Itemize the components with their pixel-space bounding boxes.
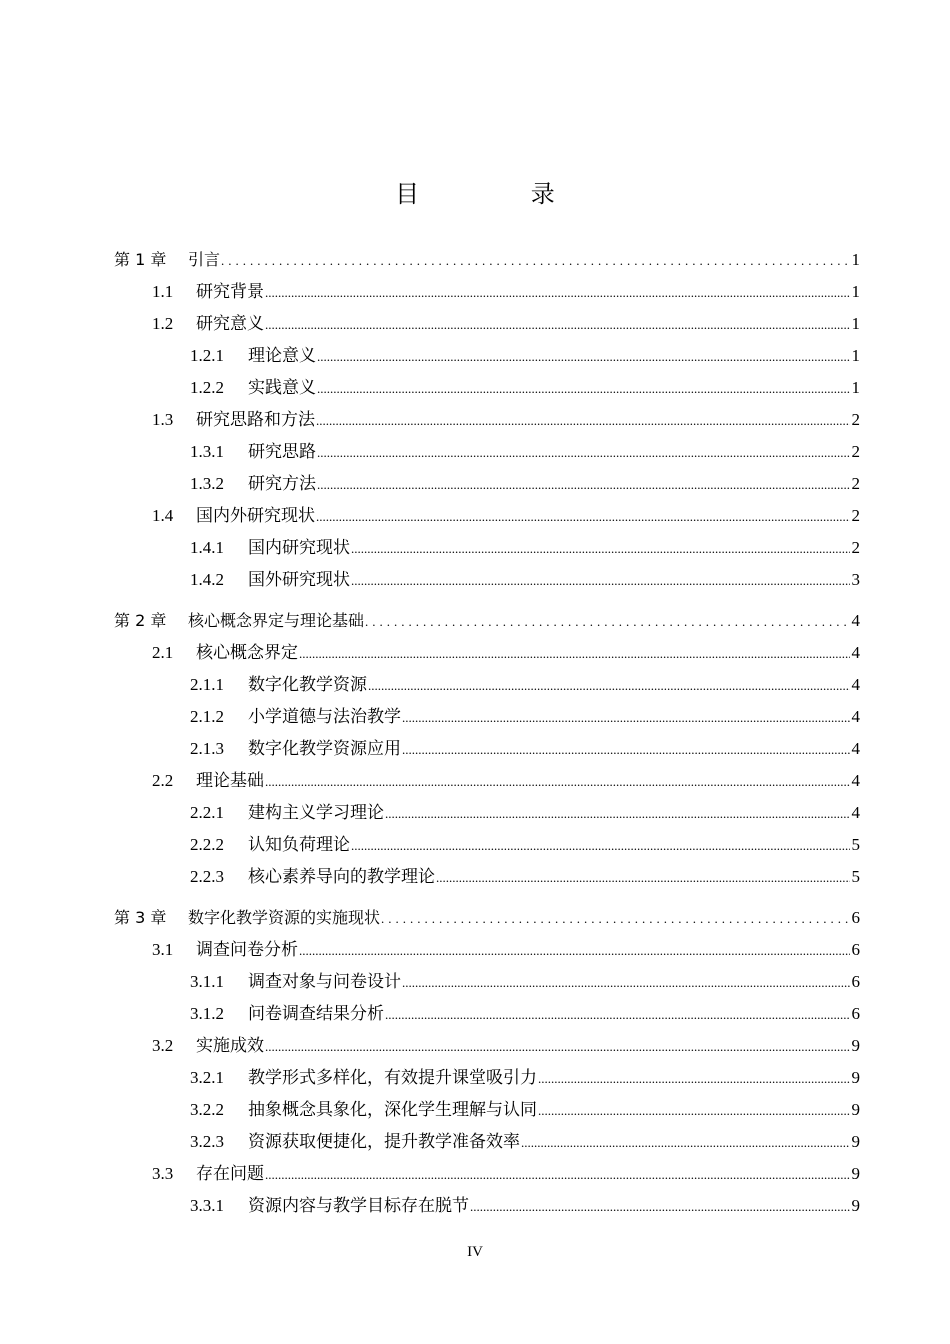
toc-entry-page: 5	[851, 867, 860, 886]
toc-entry-label: 国内外研究现状	[196, 506, 315, 525]
page-title: 目 录	[395, 180, 607, 208]
toc-entry[interactable]	[114, 966, 860, 998]
toc-entry[interactable]	[114, 404, 860, 436]
toc-entry[interactable]	[114, 1126, 860, 1158]
toc-entry-label: 建构主义学习理论	[248, 803, 384, 822]
toc-dot-leader	[538, 1063, 850, 1095]
toc-entry-number: 1.2.2	[190, 378, 224, 397]
toc-entry-label: 理论意义	[248, 346, 316, 365]
toc-dot-leader	[265, 1031, 850, 1063]
toc-entry-number: 1.2.1	[190, 346, 224, 365]
toc-entry-label: 引言	[188, 250, 221, 269]
toc-dot-leader	[299, 638, 850, 670]
toc-dot-leader	[351, 565, 850, 597]
toc-entry[interactable]	[114, 1190, 860, 1222]
toc-entry-number: 3.1	[152, 940, 174, 959]
toc-entry-label: 研究背景	[196, 282, 264, 301]
toc-entry-number: 3.3	[152, 1164, 174, 1183]
toc-entry[interactable]	[114, 605, 860, 637]
toc-entry[interactable]	[114, 1030, 860, 1062]
toc-entry[interactable]	[114, 1158, 860, 1190]
toc-entry-number: 1.3.2	[190, 474, 224, 493]
toc-entry-label: 资源获取便捷化，提升教学准备效率	[248, 1132, 520, 1151]
toc-entry-page: 3	[851, 570, 860, 589]
toc-entry-number: 3.1.1	[190, 972, 224, 991]
toc-entry-number: 2.1	[152, 643, 174, 662]
toc-dot-leader	[402, 734, 850, 766]
toc-entry[interactable]	[114, 564, 860, 596]
toc-entry[interactable]	[114, 500, 860, 532]
toc-entry-label: 数字化教学资源的实施现状	[188, 908, 381, 927]
toc-entry-page: 6	[851, 940, 860, 959]
toc-entry-label: 理论基础	[196, 771, 264, 790]
toc-entry-number: 2.1.1	[190, 675, 224, 694]
toc-entry[interactable]	[114, 701, 860, 733]
toc-entry-page: 4	[851, 739, 860, 758]
toc-entry-page: 1	[851, 346, 860, 365]
toc-entry-label: 研究思路和方法	[196, 410, 315, 429]
toc-entry-label: 实施成效	[196, 1036, 264, 1055]
toc-entry-number: 1.4	[152, 506, 174, 525]
toc-entry-page: 9	[851, 1068, 860, 1087]
toc-entry-label: 教学形式多样化，有效提升课堂吸引力	[248, 1068, 537, 1087]
toc-entry-number: 3.2.2	[190, 1100, 224, 1119]
toc-entry-page: 9	[851, 1132, 860, 1151]
toc-dot-leader	[385, 798, 850, 830]
toc-dot-leader	[265, 309, 850, 341]
toc-entry[interactable]	[114, 998, 860, 1030]
toc-entry-page: 5	[851, 835, 860, 854]
toc-entry-number: 1.4.1	[190, 538, 224, 557]
toc-entry-number: 3.1.2	[190, 1004, 224, 1023]
toc-entry[interactable]	[114, 733, 860, 765]
toc-entry-page: 6	[851, 972, 860, 991]
toc-entry[interactable]	[114, 276, 860, 308]
toc-entry-label: 国内研究现状	[248, 538, 350, 557]
toc-entry-label: 核心素养导向的教学理论	[248, 867, 435, 886]
toc-entry-number: 第 1 章	[114, 250, 167, 269]
toc-entry[interactable]	[114, 829, 860, 861]
toc-entry-label: 调查问卷分析	[196, 940, 298, 959]
toc-entry-page: 2	[851, 410, 860, 429]
toc-entry-label: 国外研究现状	[248, 570, 350, 589]
toc-entry[interactable]	[114, 669, 860, 701]
toc-entry-page: 1	[851, 282, 860, 301]
toc-entry-number: 3.2.3	[190, 1132, 224, 1151]
toc-entry-page: 2	[851, 506, 860, 525]
toc-entry-page: 2	[851, 538, 860, 557]
toc-entry[interactable]	[114, 797, 860, 829]
toc-entry-label: 抽象概念具象化，深化学生理解与认同	[248, 1100, 537, 1119]
toc-entry-label: 认知负荷理论	[248, 835, 350, 854]
toc-entry-label: 核心概念界定与理论基础	[188, 611, 365, 630]
toc-entry-number: 1.3	[152, 410, 174, 429]
toc-entry-page: 1	[851, 378, 860, 397]
page-number-footer: IV	[467, 1244, 483, 1260]
toc-entry-page: 6	[851, 1004, 860, 1023]
toc-entry-page: 4	[851, 611, 860, 630]
toc-entry-number: 1.4.2	[190, 570, 224, 589]
toc-dot-leader	[381, 903, 849, 935]
toc-entry-page: 1	[851, 314, 860, 333]
toc-entry-label: 研究意义	[196, 314, 264, 333]
toc-entry-page: 4	[851, 707, 860, 726]
toc-dot-leader	[221, 245, 849, 277]
toc-entry-page: 9	[851, 1164, 860, 1183]
toc-dot-leader	[265, 766, 850, 798]
toc-dot-leader	[538, 1095, 850, 1127]
toc-dot-leader	[351, 830, 850, 862]
toc-entry-page: 4	[851, 643, 860, 662]
toc-entry[interactable]	[114, 1062, 860, 1094]
toc-entry[interactable]	[114, 637, 860, 669]
toc-dot-leader	[470, 1191, 850, 1223]
toc-entry-number: 3.3.1	[190, 1196, 224, 1215]
toc-entry-label: 核心概念界定	[196, 643, 298, 662]
toc-entry-label: 存在问题	[196, 1164, 264, 1183]
toc-entry-page: 9	[851, 1196, 860, 1215]
toc-entry-page: 1	[851, 250, 860, 269]
toc-entry[interactable]	[114, 861, 860, 893]
toc-entry-label: 研究方法	[248, 474, 316, 493]
toc-dot-leader	[317, 437, 850, 469]
toc-entry-page: 9	[851, 1100, 860, 1119]
toc-entry-number: 2.1.2	[190, 707, 224, 726]
toc-entry-number: 2.2.1	[190, 803, 224, 822]
toc-dot-leader	[316, 501, 850, 533]
toc-dot-leader	[317, 469, 850, 501]
toc-entry[interactable]	[114, 436, 860, 468]
toc-dot-leader	[368, 670, 850, 702]
toc-dot-leader	[351, 533, 850, 565]
toc-dot-leader	[317, 373, 850, 405]
toc-dot-leader	[521, 1127, 850, 1159]
toc-dot-leader	[365, 606, 849, 638]
toc-entry[interactable]	[114, 934, 860, 966]
toc-entry-number: 1.3.1	[190, 442, 224, 461]
toc-entry-page: 4	[851, 771, 860, 790]
toc-entry-label: 资源内容与教学目标存在脱节	[248, 1196, 469, 1215]
toc-entry[interactable]	[114, 308, 860, 340]
toc-entry-label: 研究思路	[248, 442, 316, 461]
toc-entry-number: 2.2.3	[190, 867, 224, 886]
toc-entry-label: 数字化教学资源	[248, 675, 367, 694]
toc-entry[interactable]	[114, 765, 860, 797]
toc-entry-number: 3.2	[152, 1036, 174, 1055]
toc-entry[interactable]	[114, 902, 860, 934]
toc-entry-number: 第 3 章	[114, 908, 167, 927]
toc-entry-number: 3.2.1	[190, 1068, 224, 1087]
toc-entry-label: 实践意义	[248, 378, 316, 397]
toc-entry-label: 调查对象与问卷设计	[248, 972, 401, 991]
toc-entry[interactable]	[114, 340, 860, 372]
table-of-contents	[114, 244, 860, 1222]
toc-dot-leader	[402, 967, 850, 999]
toc-entry[interactable]	[114, 532, 860, 564]
toc-entry-page: 6	[851, 908, 860, 927]
toc-entry-page: 4	[851, 675, 860, 694]
toc-dot-leader	[299, 935, 850, 967]
toc-dot-leader	[317, 341, 850, 373]
toc-entry-label: 小学道德与法治教学	[248, 707, 401, 726]
toc-entry-number: 第 2 章	[114, 611, 167, 630]
toc-entry-label: 数字化教学资源应用	[248, 739, 401, 758]
toc-dot-leader	[402, 702, 850, 734]
toc-entry-number: 2.2.2	[190, 835, 224, 854]
toc-entry[interactable]	[114, 372, 860, 404]
toc-entry-number: 2.1.3	[190, 739, 224, 758]
toc-entry-page: 9	[851, 1036, 860, 1055]
toc-dot-leader	[385, 999, 850, 1031]
toc-entry-number: 1.2	[152, 314, 174, 333]
toc-entry[interactable]	[114, 244, 860, 276]
toc-dot-leader	[316, 405, 850, 437]
toc-entry-label: 问卷调查结果分析	[248, 1004, 384, 1023]
toc-entry[interactable]	[114, 468, 860, 500]
toc-entry-page: 4	[851, 803, 860, 822]
toc-entry[interactable]	[114, 1094, 860, 1126]
toc-dot-leader	[265, 277, 850, 309]
toc-entry-page: 2	[851, 474, 860, 493]
toc-entry-number: 1.1	[152, 282, 174, 301]
toc-dot-leader	[265, 1159, 850, 1191]
toc-dot-leader	[436, 862, 850, 894]
toc-entry-number: 2.2	[152, 771, 174, 790]
toc-entry-page: 2	[851, 442, 860, 461]
